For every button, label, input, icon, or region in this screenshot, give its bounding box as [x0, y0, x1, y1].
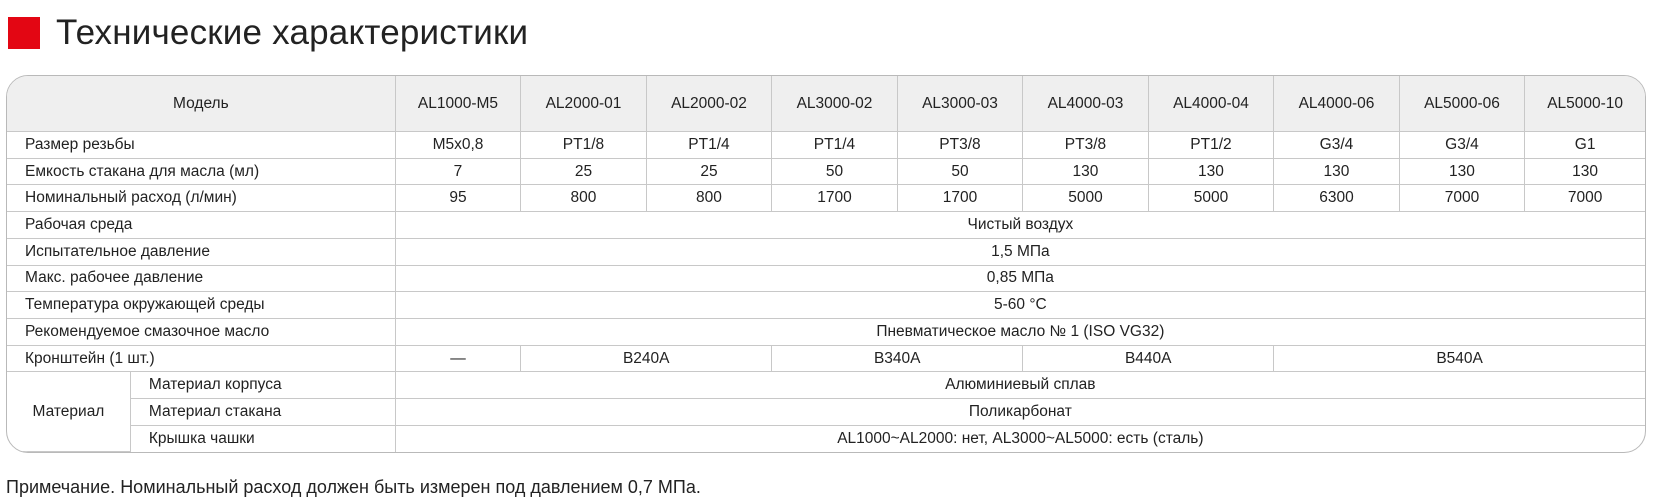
value-cell: 1700: [772, 185, 898, 212]
value-cell: 25: [646, 158, 772, 185]
table-row: [7, 399, 1645, 426]
spec-table-container: [6, 75, 1646, 453]
model-cell: AL4000-04: [1148, 76, 1274, 132]
table-row: [7, 265, 1645, 292]
row-label: Температура окружающей среды: [7, 292, 395, 319]
model-cell: AL1000-M5: [395, 76, 521, 132]
table-row: [7, 212, 1645, 239]
model-cell: AL3000-02: [772, 76, 898, 132]
value-cell: Алюминиевый сплав: [395, 372, 1645, 399]
row-label: Материал корпуса: [130, 372, 395, 399]
value-cell: 1700: [897, 185, 1023, 212]
spec-table: [7, 76, 1645, 452]
value-cell: 5000: [1148, 185, 1274, 212]
table-row: [7, 158, 1645, 185]
value-cell: G3/4: [1399, 132, 1525, 159]
row-label: Крышка чашки: [130, 425, 395, 451]
row-label: Материал стакана: [130, 399, 395, 426]
model-header: Модель: [7, 76, 395, 132]
header-row: [7, 76, 1645, 132]
model-cell: AL4000-03: [1023, 76, 1149, 132]
value-cell: 130: [1148, 158, 1274, 185]
model-cell: AL2000-01: [521, 76, 647, 132]
row-label: Емкость стакана для масла (мл): [7, 158, 395, 185]
table-row: [7, 185, 1645, 212]
model-cell: AL5000-10: [1525, 76, 1645, 132]
value-cell: B440A: [1023, 345, 1274, 372]
red-square-icon: [8, 17, 40, 49]
value-cell: 95: [395, 185, 521, 212]
value-cell: PT3/8: [1023, 132, 1149, 159]
value-cell: 6300: [1274, 185, 1400, 212]
value-cell: 25: [521, 158, 647, 185]
value-cell: B540A: [1274, 345, 1645, 372]
table-row: [7, 132, 1645, 159]
table-row: [7, 425, 1645, 451]
value-cell: 130: [1399, 158, 1525, 185]
value-cell: 130: [1525, 158, 1645, 185]
value-cell: 50: [772, 158, 898, 185]
value-cell: 130: [1023, 158, 1149, 185]
value-cell: B340A: [772, 345, 1023, 372]
row-label: Испытательное давление: [7, 238, 395, 265]
value-cell: 0,85 МПа: [395, 265, 1645, 292]
row-label: Кронштейн (1 шт.): [7, 345, 395, 372]
value-cell: Пневматическое масло № 1 (ISO VG32): [395, 319, 1645, 346]
row-label: Макс. рабочее давление: [7, 265, 395, 292]
table-row: [7, 345, 1645, 372]
value-cell: 7: [395, 158, 521, 185]
row-label: Номинальный расход (л/мин): [7, 185, 395, 212]
table-row: [7, 292, 1645, 319]
value-cell: 800: [646, 185, 772, 212]
value-cell: PT1/2: [1148, 132, 1274, 159]
value-cell: 5000: [1023, 185, 1149, 212]
row-label: Рабочая среда: [7, 212, 395, 239]
table-row: [7, 238, 1645, 265]
value-cell: 5-60 °C: [395, 292, 1645, 319]
material-group-label: Материал: [7, 372, 130, 452]
value-cell: 1,5 МПа: [395, 238, 1645, 265]
row-label: Размер резьбы: [7, 132, 395, 159]
row-label: Рекомендуемое смазочное масло: [7, 319, 395, 346]
model-cell: AL3000-03: [897, 76, 1023, 132]
value-cell: 7000: [1399, 185, 1525, 212]
table-row: [7, 372, 1645, 399]
value-cell: PT1/4: [772, 132, 898, 159]
value-cell: —: [395, 345, 521, 372]
value-cell: AL1000~AL2000: нет, AL3000~AL5000: есть (сталь): [395, 425, 1645, 451]
section-header: [8, 10, 528, 56]
value-cell: 7000: [1525, 185, 1645, 212]
value-cell: Поликарбонат: [395, 399, 1645, 426]
value-cell: B240A: [521, 345, 772, 372]
value-cell: PT1/8: [521, 132, 647, 159]
table-row: [7, 319, 1645, 346]
value-cell: G3/4: [1274, 132, 1400, 159]
model-cell: AL4000-06: [1274, 76, 1400, 132]
value-cell: M5x0,8: [395, 132, 521, 159]
page-title: Технические характеристики: [56, 13, 529, 52]
value-cell: Чистый воздух: [395, 212, 1645, 239]
value-cell: PT3/8: [897, 132, 1023, 159]
value-cell: 800: [521, 185, 647, 212]
model-cell: AL5000-06: [1399, 76, 1525, 132]
value-cell: PT1/4: [646, 132, 772, 159]
value-cell: 130: [1274, 158, 1400, 185]
value-cell: G1: [1525, 132, 1645, 159]
footnote: Примечание. Номинальный расход должен быть измерен под давлением 0,7 МПа.: [6, 477, 701, 497]
model-cell: AL2000-02: [646, 76, 772, 132]
value-cell: 50: [897, 158, 1023, 185]
